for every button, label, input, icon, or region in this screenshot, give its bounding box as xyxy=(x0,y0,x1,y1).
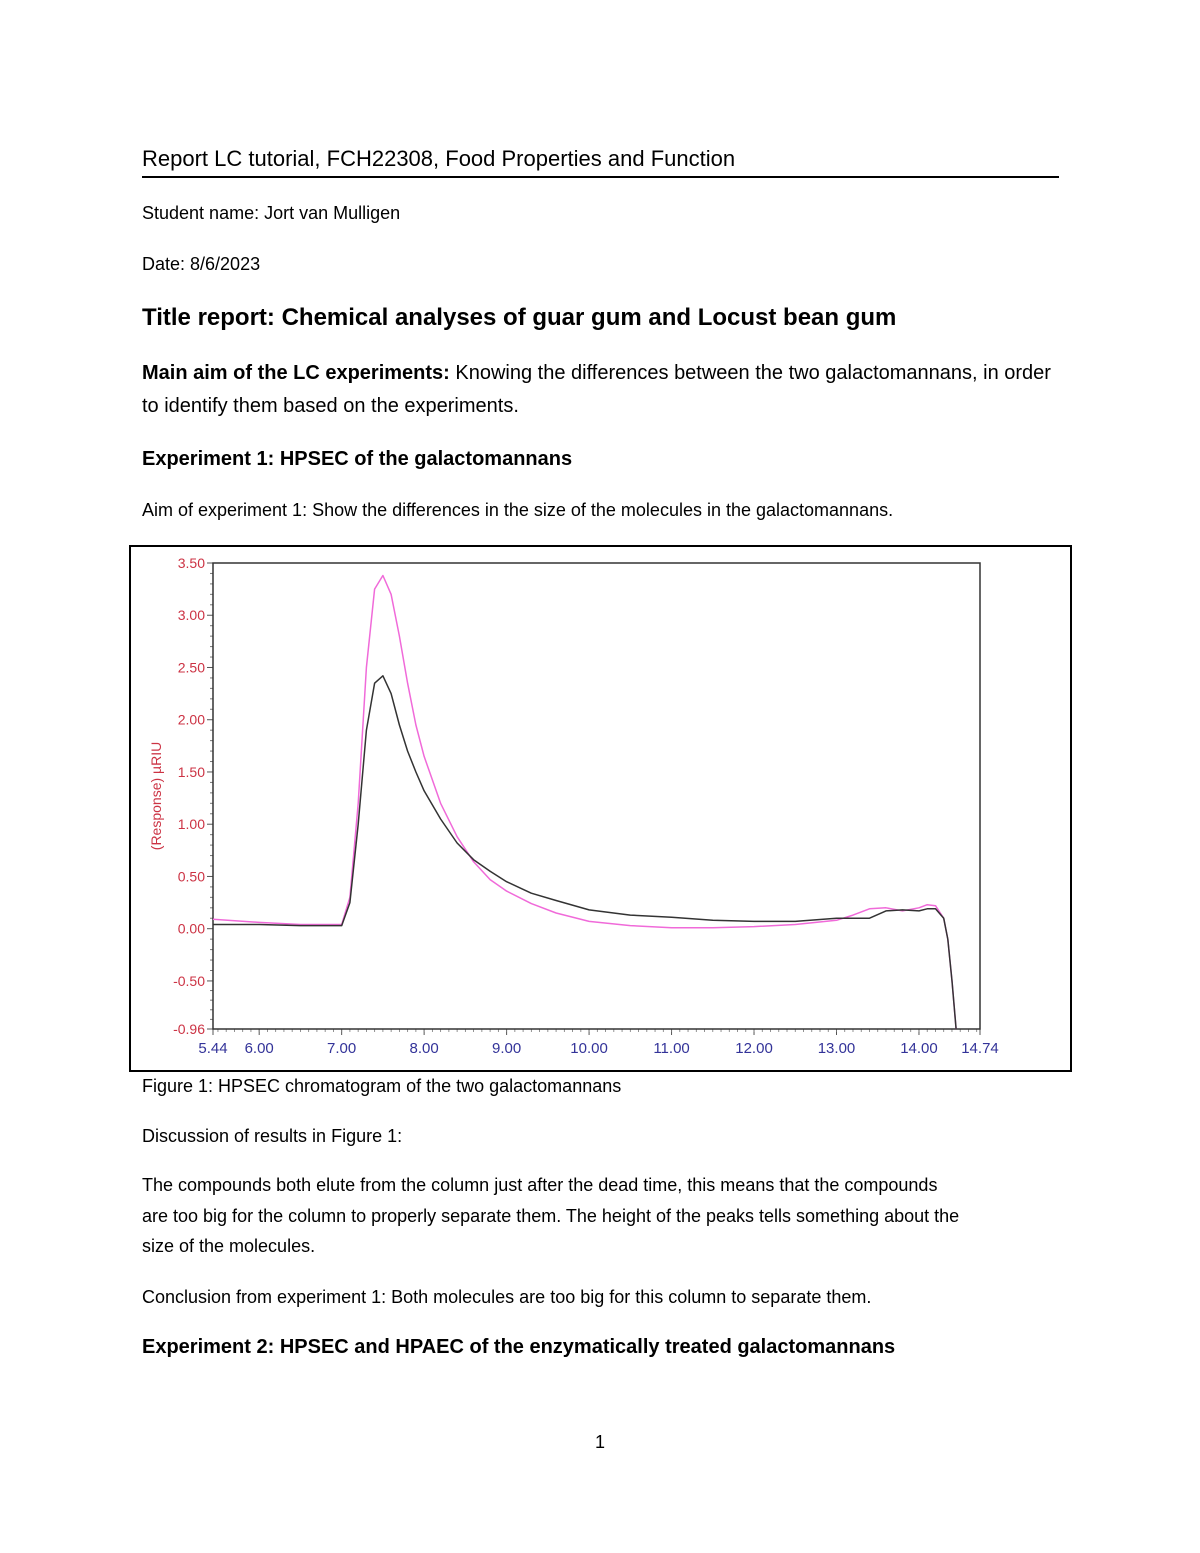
y-tick-label: 1.50 xyxy=(177,763,205,780)
y-tick-label: 1.00 xyxy=(177,816,205,833)
figure-1-caption: Figure 1: HPSEC chromatogram of the two galactomannans xyxy=(142,1076,622,1096)
plot-frame xyxy=(213,563,980,1029)
y-tick-label: 0.00 xyxy=(177,920,205,937)
hpsec-chromatogram xyxy=(131,547,1070,1070)
x-tick-label: 10.00 xyxy=(570,1040,608,1057)
main-aim-text: Knowing the differences between the two galactomannans, in order to identify them based on the experiments. xyxy=(142,362,1051,417)
figure-1 xyxy=(129,545,1072,1072)
x-tick-label: 7.00 xyxy=(327,1040,357,1057)
y-tick-label: 0.50 xyxy=(177,868,205,885)
y-tick-label: 3.50 xyxy=(177,555,205,571)
experiment1-aim: Aim of experiment 1: Show the differences in the size of the molecules in the galactomannans. xyxy=(142,500,894,520)
x-tick-label: 14.74 xyxy=(961,1040,999,1057)
report-date: Date: 8/6/2023 xyxy=(142,254,261,274)
x-tick-label: 8.00 xyxy=(409,1040,439,1057)
x-tick-label: 5.44 xyxy=(198,1040,228,1057)
series-line-1 xyxy=(213,576,956,1030)
y-tick-label: 2.50 xyxy=(177,659,205,676)
x-tick-label: 14.00 xyxy=(900,1040,938,1057)
x-tick-label: 6.00 xyxy=(244,1040,274,1057)
x-tick-label: 11.00 xyxy=(653,1040,690,1057)
discussion-label: Discussion of results in Figure 1: xyxy=(142,1126,403,1146)
discussion-line-2: are too big for the column to properly separate them. The height of the peaks tells something about the xyxy=(142,1206,960,1226)
y-axis-label: (Response) µRIU xyxy=(148,741,164,851)
y-tick-label: -0.50 xyxy=(173,972,205,989)
series-line-2 xyxy=(213,676,956,1029)
x-tick-label: 13.00 xyxy=(817,1040,856,1057)
experiment1-heading: Experiment 1: HPSEC of the galactomannans xyxy=(142,448,573,470)
discussion-line-3: size of the molecules. xyxy=(142,1236,316,1256)
discussion-line-1: The compounds both elute from the column just after the dead time, this means that the compounds xyxy=(142,1175,938,1195)
y-tick-label: 3.00 xyxy=(177,607,205,624)
main-aim xyxy=(142,357,1062,423)
main-aim-label: Main aim of the LC experiments: xyxy=(142,362,450,384)
student-name: Student name: Jort van Mulligen xyxy=(142,203,401,223)
page-number: 1 xyxy=(594,1432,605,1452)
y-tick-label: 2.00 xyxy=(177,711,205,728)
experiment2-heading: Experiment 2: HPSEC and HPAEC of the enzymatically treated galactomannans xyxy=(142,1336,896,1358)
report-header: Report LC tutorial, FCH22308, Food Properties and Function xyxy=(142,142,1059,178)
x-tick-label: 9.00 xyxy=(492,1040,522,1057)
report-title: Title report: Chemical analyses of guar gum and Locust bean gum xyxy=(142,304,897,331)
x-tick-label: 12.00 xyxy=(735,1040,773,1057)
experiment1-conclusion: Conclusion from experiment 1: Both molecules are too big for this column to separate them. xyxy=(142,1287,872,1307)
y-tick-label: -0.96 xyxy=(173,1021,205,1037)
